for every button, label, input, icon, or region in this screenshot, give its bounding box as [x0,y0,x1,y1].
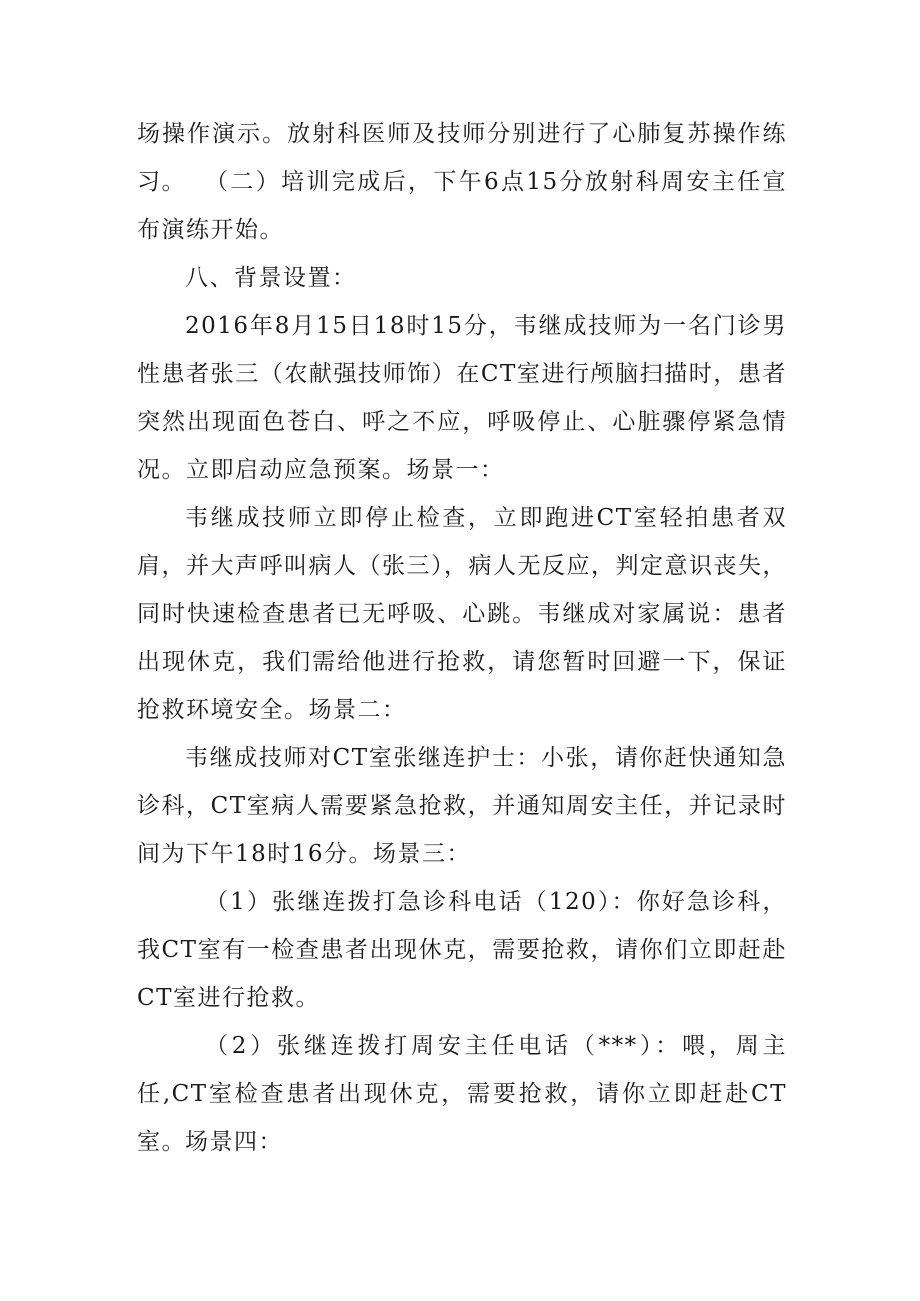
paragraph-scene-two: 韦继成技师对CT室张继连护士：小张，请你赶快通知急诊科，CT室病人需要紧急抢救，并通知周安主任，并记录时间为下午18时16分。场景三： [137,745,787,867]
paragraph-call-director: （2）张继连拨打周安主任电话（***）：喂，周主任,CT室检查患者出现休克，需要抢救，请你立即赶赴CT室。 [137,1033,787,1155]
paragraph-call-emergency: （1）张继连拨打急诊科电话（120）：你好急诊科，我CT室有一检查患者出现休克，需要抢救，请你们立即赶赴CT室进行抢救。 [137,889,787,1011]
paragraph-background-scenario: 2016年8月15日18时15分，韦继成技师为一名门诊男性患者张三（农献强技师饰）在CT室进行颅脑扫描时，患者突然出现面色苍白、呼之不应，呼吸停止、心脏骤停紧急情况。立即启动应急预案。场景一： [137,313,787,483]
paragraph-scene-one: 韦继成技师立即停止检查，立即跑进CT室轻拍患者双肩，并大声呼叫病人（张三），病人无反应，判定意识丧失，同时快速检查患者已无呼吸、心跳。韦继成对家属说：患者出现休克，我们需给他进行抢救，请您暂时回避一下，保证抢救环境安全。场景二： [137,505,787,723]
paragraph-training-complete: （二）培训完成后，下午6点15分放射科周安主任宣布演练开始。 [137,169,787,243]
paragraph-drill-demo: 场操作演示。放射科医师及技师分别进行了心肺复苏操作练习。 [137,121,787,195]
section-heading-background: 八、背景设置： [185,265,357,291]
paragraph-scene-four-heading: 场景四： [185,1129,283,1155]
